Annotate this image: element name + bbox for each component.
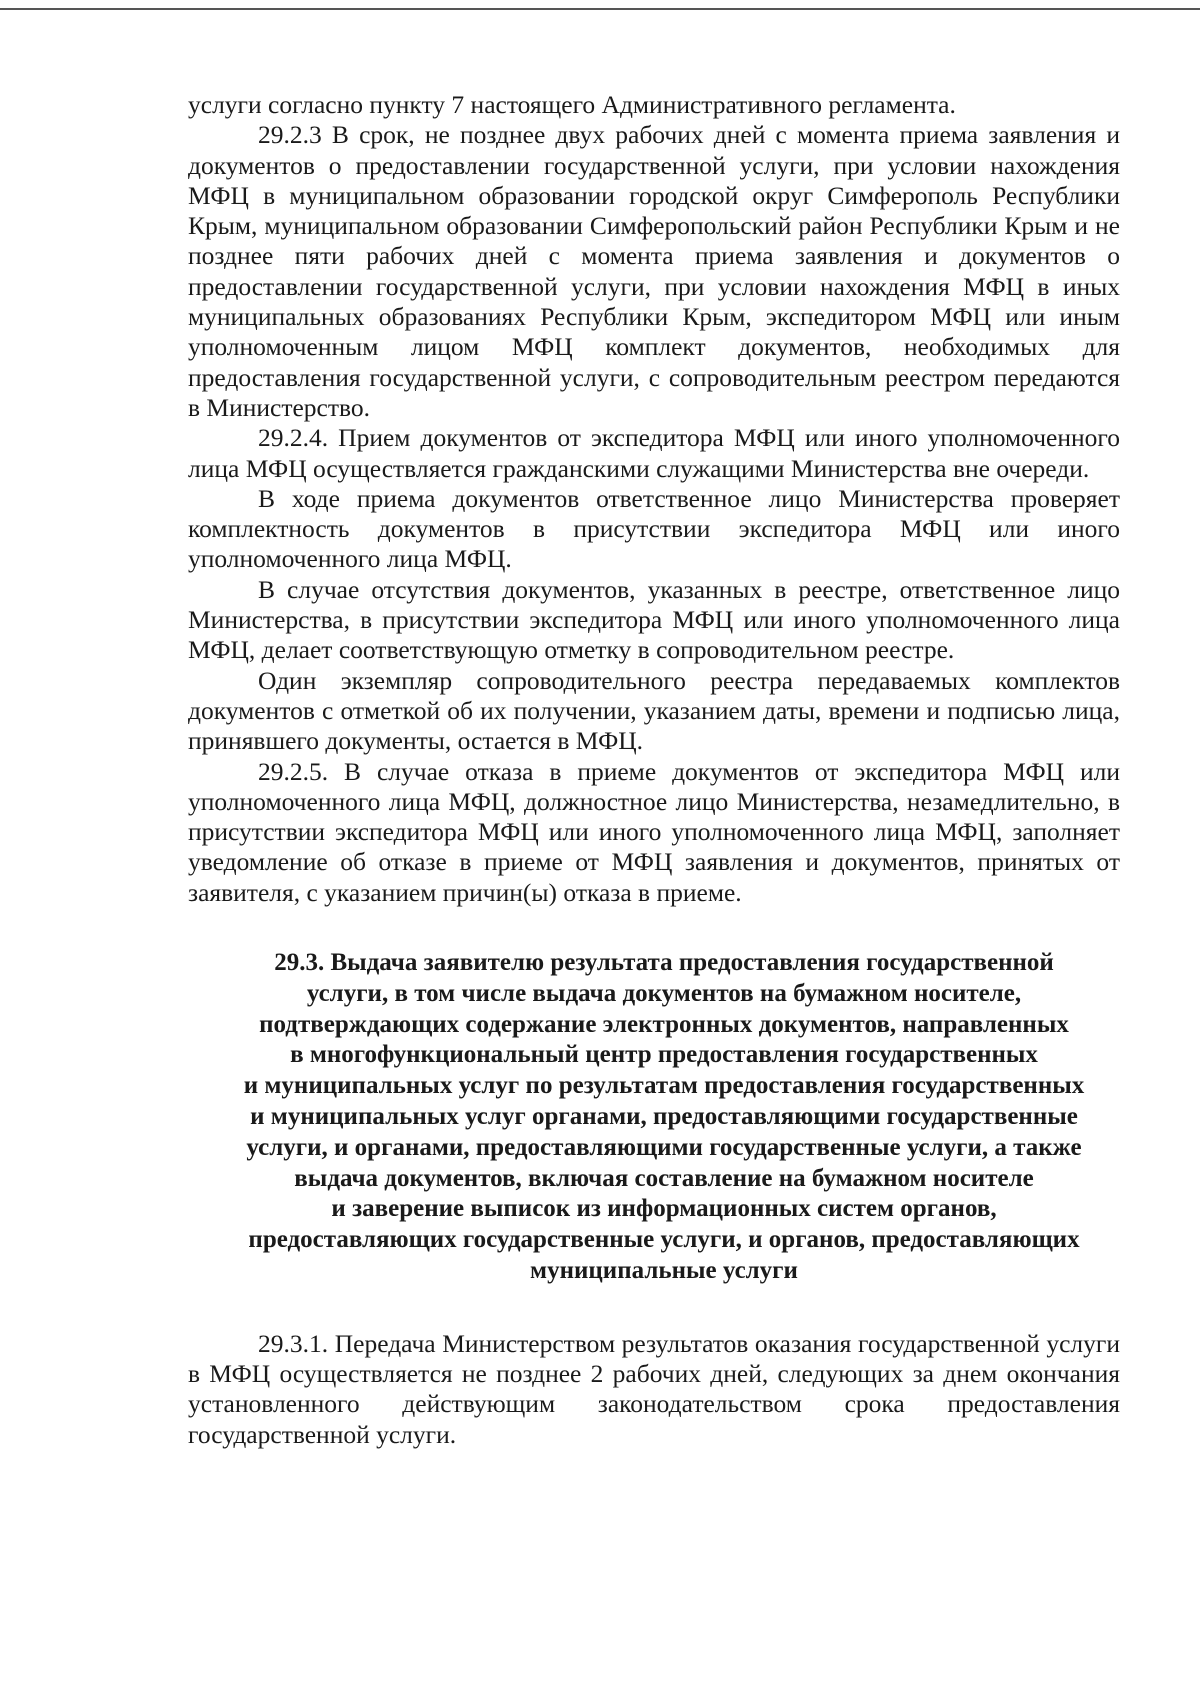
paragraph-29-2-5: 29.2.5. В случае отказа в приеме документов от экспедитора МФЦ или уполномоченного лица МФЦ, должностное лицо Министерства, незамедлительно, в присутствии экспедитора МФЦ или иного уполномоченного лица МФЦ, заполняет уведомление об отказе в приеме от МФЦ заявления и документов, принятых от заявителя, с указанием причин(ы) отказа в приеме. — [188, 756, 1120, 907]
paragraph-29-2-4: 29.2.4. Прием документов от экспедитора МФЦ или иного уполномоченного лица МФЦ осуществляется гражданскими служащими Министерства вне очереди. — [188, 423, 1120, 483]
page-top-edge — [0, 8, 1200, 10]
paragraph-missing-documents: В случае отсутствия документов, указанных в реестре, ответственное лицо Министерства, в присутствии экспедитора МФЦ или иного уполномоченного лица МФЦ, делает соответствующую отметку в сопроводительном реестре. — [188, 574, 1120, 665]
document-page — [188, 90, 1120, 1450]
heading-line: предоставляющих государственные услуги, и органов, предоставляющих — [248, 1226, 1080, 1254]
heading-line: и заверение выписок из информационных систем органов, — [331, 1195, 997, 1223]
heading-line: выдача документов, включая составление на бумажном носителе — [294, 1164, 1034, 1192]
heading-line: и муниципальных услуг органами, предоставляющими государственные — [250, 1103, 1078, 1130]
paragraph-29-3-1: 29.3.1. Передача Министерством результатов оказания государственной услуги в МФЦ осуществляется не позднее 2 рабочих дней, следующих за днем окончания установленного действующим законодательством срока предоставления государственной услуги. — [188, 1328, 1120, 1449]
paragraph-register-copy: Один экземпляр сопроводительного реестра передаваемых комплектов документов с отметкой об их получении, указанием даты, времени и подписью лица, принявшего документы, остается в МФЦ. — [188, 665, 1120, 756]
section-heading-29-3 — [188, 948, 1120, 1287]
heading-line: муниципальные услуги — [530, 1256, 798, 1284]
paragraph-29-2-3: 29.2.3 В срок, не позднее двух рабочих дней с момента приема заявления и документов о предоставлении государственной услуги, при условии нахождения МФЦ в муниципальном образовании городской округ Симферополь Республики Крым, муниципальном образовании Симферопольский район Республики Крым и не позднее пяти рабочих дней с момента приема заявления и документов о предоставлении государственной услуги, при условии нахождения МФЦ в иных муниципальных образованиях Республики Крым, экспедитором МФЦ или иным уполномоченным лицом МФЦ комплект документов, необходимых для предоставления государственной услуги, с сопроводительным реестром передаются в Министерство. — [188, 120, 1120, 422]
paragraph-document-check: В ходе приема документов ответственное лицо Министерства проверяет комплектность документов в присутствии экспедитора МФЦ или иного уполномоченного лица МФЦ. — [188, 483, 1120, 574]
heading-line: 29.3. Выдача заявителю результата предоставления государственной — [274, 949, 1054, 977]
heading-line: в многофункциональный центр предоставления государственных — [290, 1041, 1038, 1069]
heading-line: подтверждающих содержание электронных документов, направленных — [259, 1010, 1069, 1038]
paragraph-continuation: услуги согласно пункту 7 настоящего Административного регламента. — [188, 90, 956, 119]
heading-line: и муниципальных услуг по результатам предоставления государственных — [243, 1072, 1085, 1100]
heading-line: услуги, и органами, предоставляющими государственные услуги, а также — [246, 1133, 1082, 1161]
heading-line: услуги, в том числе выдача документов на бумажном носителе, — [306, 979, 1022, 1007]
